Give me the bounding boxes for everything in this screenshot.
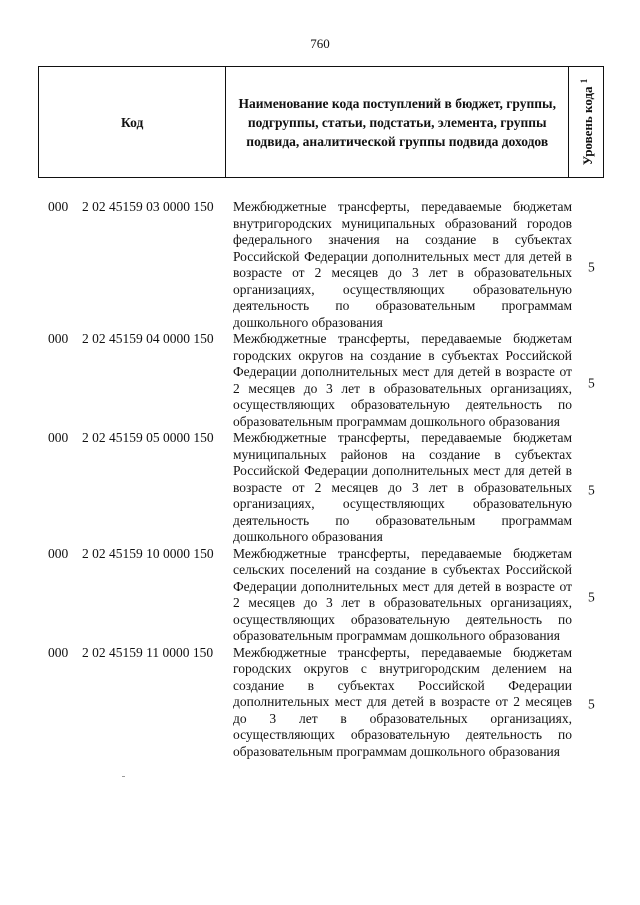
row-code: 2 02 45159 05 0000 150 bbox=[82, 430, 214, 445]
header-level-label bbox=[575, 79, 597, 166]
table-row bbox=[0, 546, 640, 645]
footnote-mark: 1 bbox=[578, 78, 589, 84]
header-name: Наименование кода поступлений в бюджет, группы, подгруппы, статьи, подстатьи, элемента, группы подвида, аналитической группы подвида доходов bbox=[226, 67, 569, 177]
row-prefix: 000 bbox=[48, 430, 69, 445]
table-row bbox=[0, 645, 640, 761]
row-name: Межбюджетные трансферты, передаваемые бюджетам внутригородских муниципальных образований городов федерального значения на создание в субъектах Российской Федерации дополнительных мест для детей в возрасте от 2 месяцев до 3 лет в образовательных организациях, осуществляющих образовательную деятельность по образовательным программам дошкольного образования bbox=[233, 199, 572, 330]
table-row bbox=[0, 430, 640, 546]
row-level: 5 bbox=[588, 374, 595, 390]
row-prefix: 000 bbox=[48, 545, 69, 561]
row-prefix: 000 bbox=[48, 331, 69, 346]
table-body bbox=[0, 199, 640, 760]
header-level-text: Уровень кода bbox=[580, 86, 596, 166]
header-code: Код bbox=[39, 67, 226, 177]
row-prefix: 000 bbox=[48, 199, 69, 214]
row-name: Межбюджетные трансферты, передаваемые бюджетам муниципальных районов на создание в субъектах Российской Федерации дополнительных мест для детей в возрасте от 2 месяцев до 3 лет в образовательных организациях, осуществляющих образовательную деятельность по образовательным программам дошкольного образования bbox=[233, 430, 572, 544]
row-code: 2 02 45159 10 0000 150 bbox=[82, 545, 214, 561]
row-code: 2 02 45159 03 0000 150 bbox=[82, 199, 214, 214]
table-header bbox=[38, 66, 604, 178]
row-level: 5 bbox=[588, 589, 595, 605]
page-number: 760 bbox=[310, 36, 330, 51]
row-prefix: 000 bbox=[48, 644, 69, 660]
table-row bbox=[0, 199, 640, 331]
row-name: Межбюджетные трансферты, передаваемые бюджетам сельских поселений на создание в субъектах Российской Федерации дополнительных мест для детей в возрасте от 2 месяцев до 3 лет в образовательных организациях, осуществляющих образовательную деятельность по образовательным программам дошкольного образования bbox=[233, 545, 572, 643]
row-level: 5 bbox=[588, 259, 595, 275]
row-code: 2 02 45159 11 0000 150 bbox=[82, 644, 214, 660]
row-level: 5 bbox=[588, 696, 595, 712]
row-name: Межбюджетные трансферты, передаваемые бюджетам городских округов с внутригородским делением на создание в субъектах Российской Федерации дополнительных мест для детей в возрасте от 2 месяцев до 3 лет в образовательных организациях, осуществляющих образовательную деятельность по образовательным программам дошкольного образования bbox=[233, 644, 572, 759]
row-name: Межбюджетные трансферты, передаваемые бюджетам городских округов на создание в субъектах Российской Федерации дополнительных мест для детей в возрасте от 2 месяцев до 3 лет в образовательных организациях, осуществляющих образовательную деятельность по образовательным программам дошкольного образования bbox=[233, 331, 572, 429]
row-level: 5 bbox=[588, 482, 595, 498]
row-code: 2 02 45159 04 0000 150 bbox=[82, 331, 214, 346]
scan-speck bbox=[122, 776, 125, 777]
table-row bbox=[0, 331, 640, 430]
header-level bbox=[569, 67, 603, 177]
